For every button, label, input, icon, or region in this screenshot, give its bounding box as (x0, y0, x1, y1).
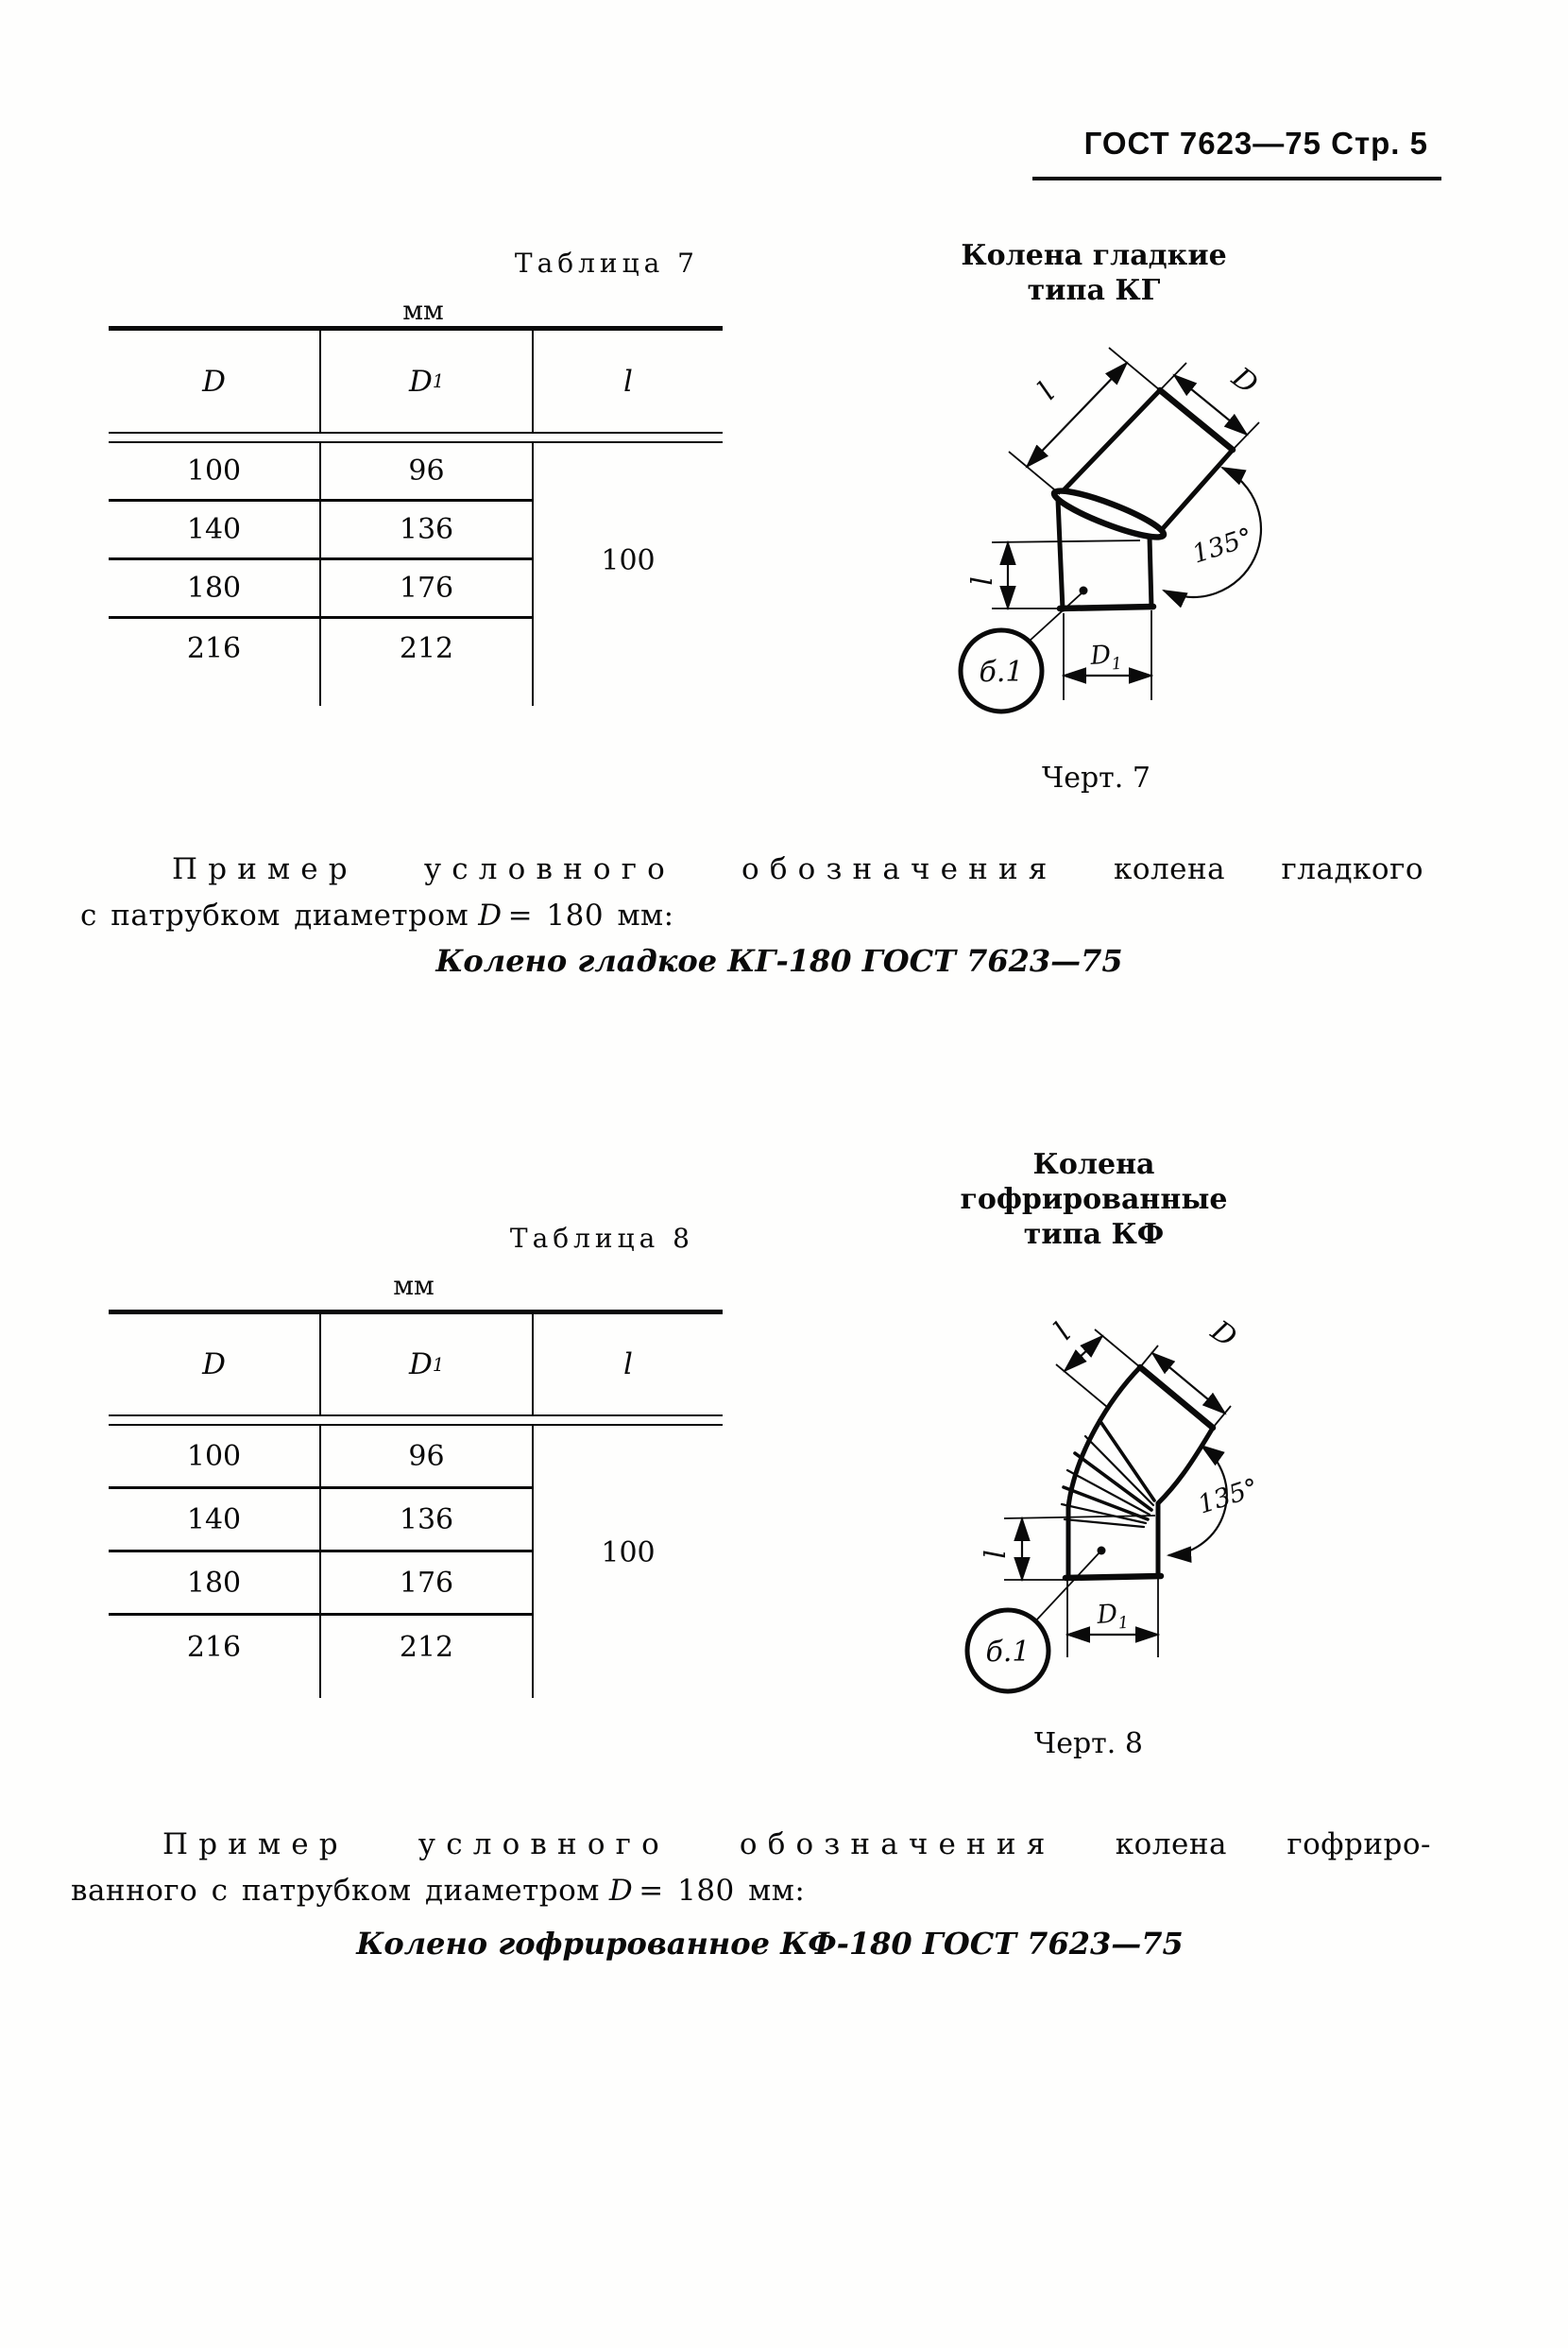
dim-label-D: D (1204, 1313, 1243, 1355)
table7-body (109, 443, 723, 706)
table-cell: 180 (109, 1552, 321, 1616)
pipe-top-cap (1140, 1367, 1213, 1428)
table8-l-value: 100 (601, 1535, 656, 1569)
table-8 (109, 1310, 723, 1698)
table-cell: 140 (109, 1489, 321, 1552)
table-cell: 212 (321, 619, 534, 677)
example8-line2: ванного с патрубком диаметром D = 180 мм: (71, 1874, 806, 1908)
table7-col-D1: D 1 (321, 331, 534, 432)
fig8-drawing (907, 1276, 1341, 1701)
table-7 (109, 326, 723, 706)
table-cell: 180 (109, 560, 321, 619)
extension-line (1004, 1516, 1155, 1518)
extension-line (1109, 348, 1160, 390)
example7-line2: с патрубком диаметром D = 180 мм: (80, 899, 674, 933)
dim-label-D1: $D_1$ (1089, 640, 1123, 675)
dim-label-l: l (1048, 1316, 1079, 1347)
dim-label-l: l (966, 576, 999, 586)
dim-label-D: D (1225, 361, 1264, 402)
pipe-wall (1158, 450, 1233, 534)
example8-line1: Пример условного обозначения колена гофриро- (162, 1827, 1432, 1861)
fig7-title (905, 238, 1283, 308)
dim-label-D1: $D_1$ (1096, 1599, 1130, 1634)
table7-col-l: l (623, 364, 633, 399)
table-cell: 216 (109, 619, 321, 677)
dimension-l-arrow (1027, 363, 1127, 467)
extension-line (992, 540, 1140, 542)
example7-paragraph (80, 847, 1423, 939)
table-cell: 176 (321, 560, 534, 619)
fig8-title (905, 1147, 1283, 1252)
table8-double-rule (109, 1414, 723, 1426)
table-cell: 216 (109, 1616, 321, 1679)
example7-line1: Пример условного обозначения колена гладкого (172, 852, 1424, 886)
fig8-caption: Черт. 8 (1034, 1727, 1143, 1760)
designation8: Колено гофрированное КФ-180 ГОСТ 7623—75 (356, 1926, 1184, 1962)
extension-line (1213, 1406, 1231, 1428)
pipe-outer-wall (1068, 1367, 1140, 1576)
fig7-title-line1: Колена гладкие (961, 239, 1227, 272)
fig8-title-line1: Колена (1032, 1148, 1155, 1181)
extension-line (1095, 1329, 1140, 1367)
table8-stub (109, 1679, 321, 1698)
dim-label-l: l (980, 1550, 1013, 1559)
table-cell: 136 (321, 502, 534, 560)
pipe-bottom-cap (1065, 1576, 1161, 1578)
pipe-top-cap (1160, 390, 1233, 450)
table-cell: 212 (321, 1616, 534, 1679)
fig7-drawing (907, 334, 1322, 721)
angle-label: 135° (1188, 523, 1257, 570)
fig8-title-line3: типа КФ (1023, 1218, 1165, 1251)
table-cell: 96 (321, 443, 534, 502)
table7-header-row (109, 331, 723, 432)
extension-line (1160, 363, 1186, 390)
fig8-title-line2: гофрированные (960, 1183, 1228, 1216)
extension-line (1056, 1364, 1107, 1407)
pipe-wall (1150, 537, 1151, 608)
table-cell: 176 (321, 1552, 534, 1616)
table7-col-D: D (109, 331, 321, 432)
table8-header-row (109, 1314, 723, 1414)
table-cell: 140 (109, 502, 321, 560)
page-header-rule (1032, 177, 1441, 180)
table7-unit: мм (402, 295, 444, 326)
designation7: Колено гладкое КГ-180 ГОСТ 7623—75 (435, 943, 1123, 979)
table7-stub (321, 677, 534, 706)
table7-double-rule (109, 432, 723, 443)
dim-label-l: l (1031, 376, 1063, 407)
pipe-bottom-cap (1060, 607, 1153, 608)
table7-title: Таблица 7 (514, 248, 699, 279)
leader-dot (1080, 587, 1088, 595)
table8-col-D1: D 1 (321, 1314, 534, 1414)
table8-stub (321, 1679, 534, 1698)
table7-stub (109, 677, 321, 706)
fig7-title-line2: типа КГ (1027, 274, 1161, 307)
leader-line (1029, 592, 1082, 642)
pipe-wall (1060, 390, 1160, 494)
example8-paragraph (71, 1822, 1431, 1914)
table8-col-D: D (109, 1314, 321, 1414)
table-cell: 96 (321, 1426, 534, 1489)
table8-title: Таблица 8 (509, 1223, 694, 1254)
table8-col-l: l (623, 1347, 633, 1381)
angle-label: 135° (1194, 1473, 1263, 1520)
weld-seam-oval (1050, 484, 1167, 545)
table7-l-value: 100 (601, 543, 656, 577)
table8-body (109, 1426, 723, 1698)
table-cell: 136 (321, 1489, 534, 1552)
weld-callout-label: б.1 (985, 1636, 1031, 1669)
table8-unit: мм (393, 1270, 435, 1301)
weld-callout-label: б.1 (979, 656, 1024, 689)
leader-dot (1098, 1547, 1106, 1555)
table-cell: 100 (109, 443, 321, 502)
pipe-wall (1058, 500, 1063, 609)
fig7-caption: Черт. 7 (1042, 762, 1150, 795)
page-header: ГОСТ 7623—75 Стр. 5 (1083, 126, 1428, 161)
table-cell: 100 (109, 1426, 321, 1489)
